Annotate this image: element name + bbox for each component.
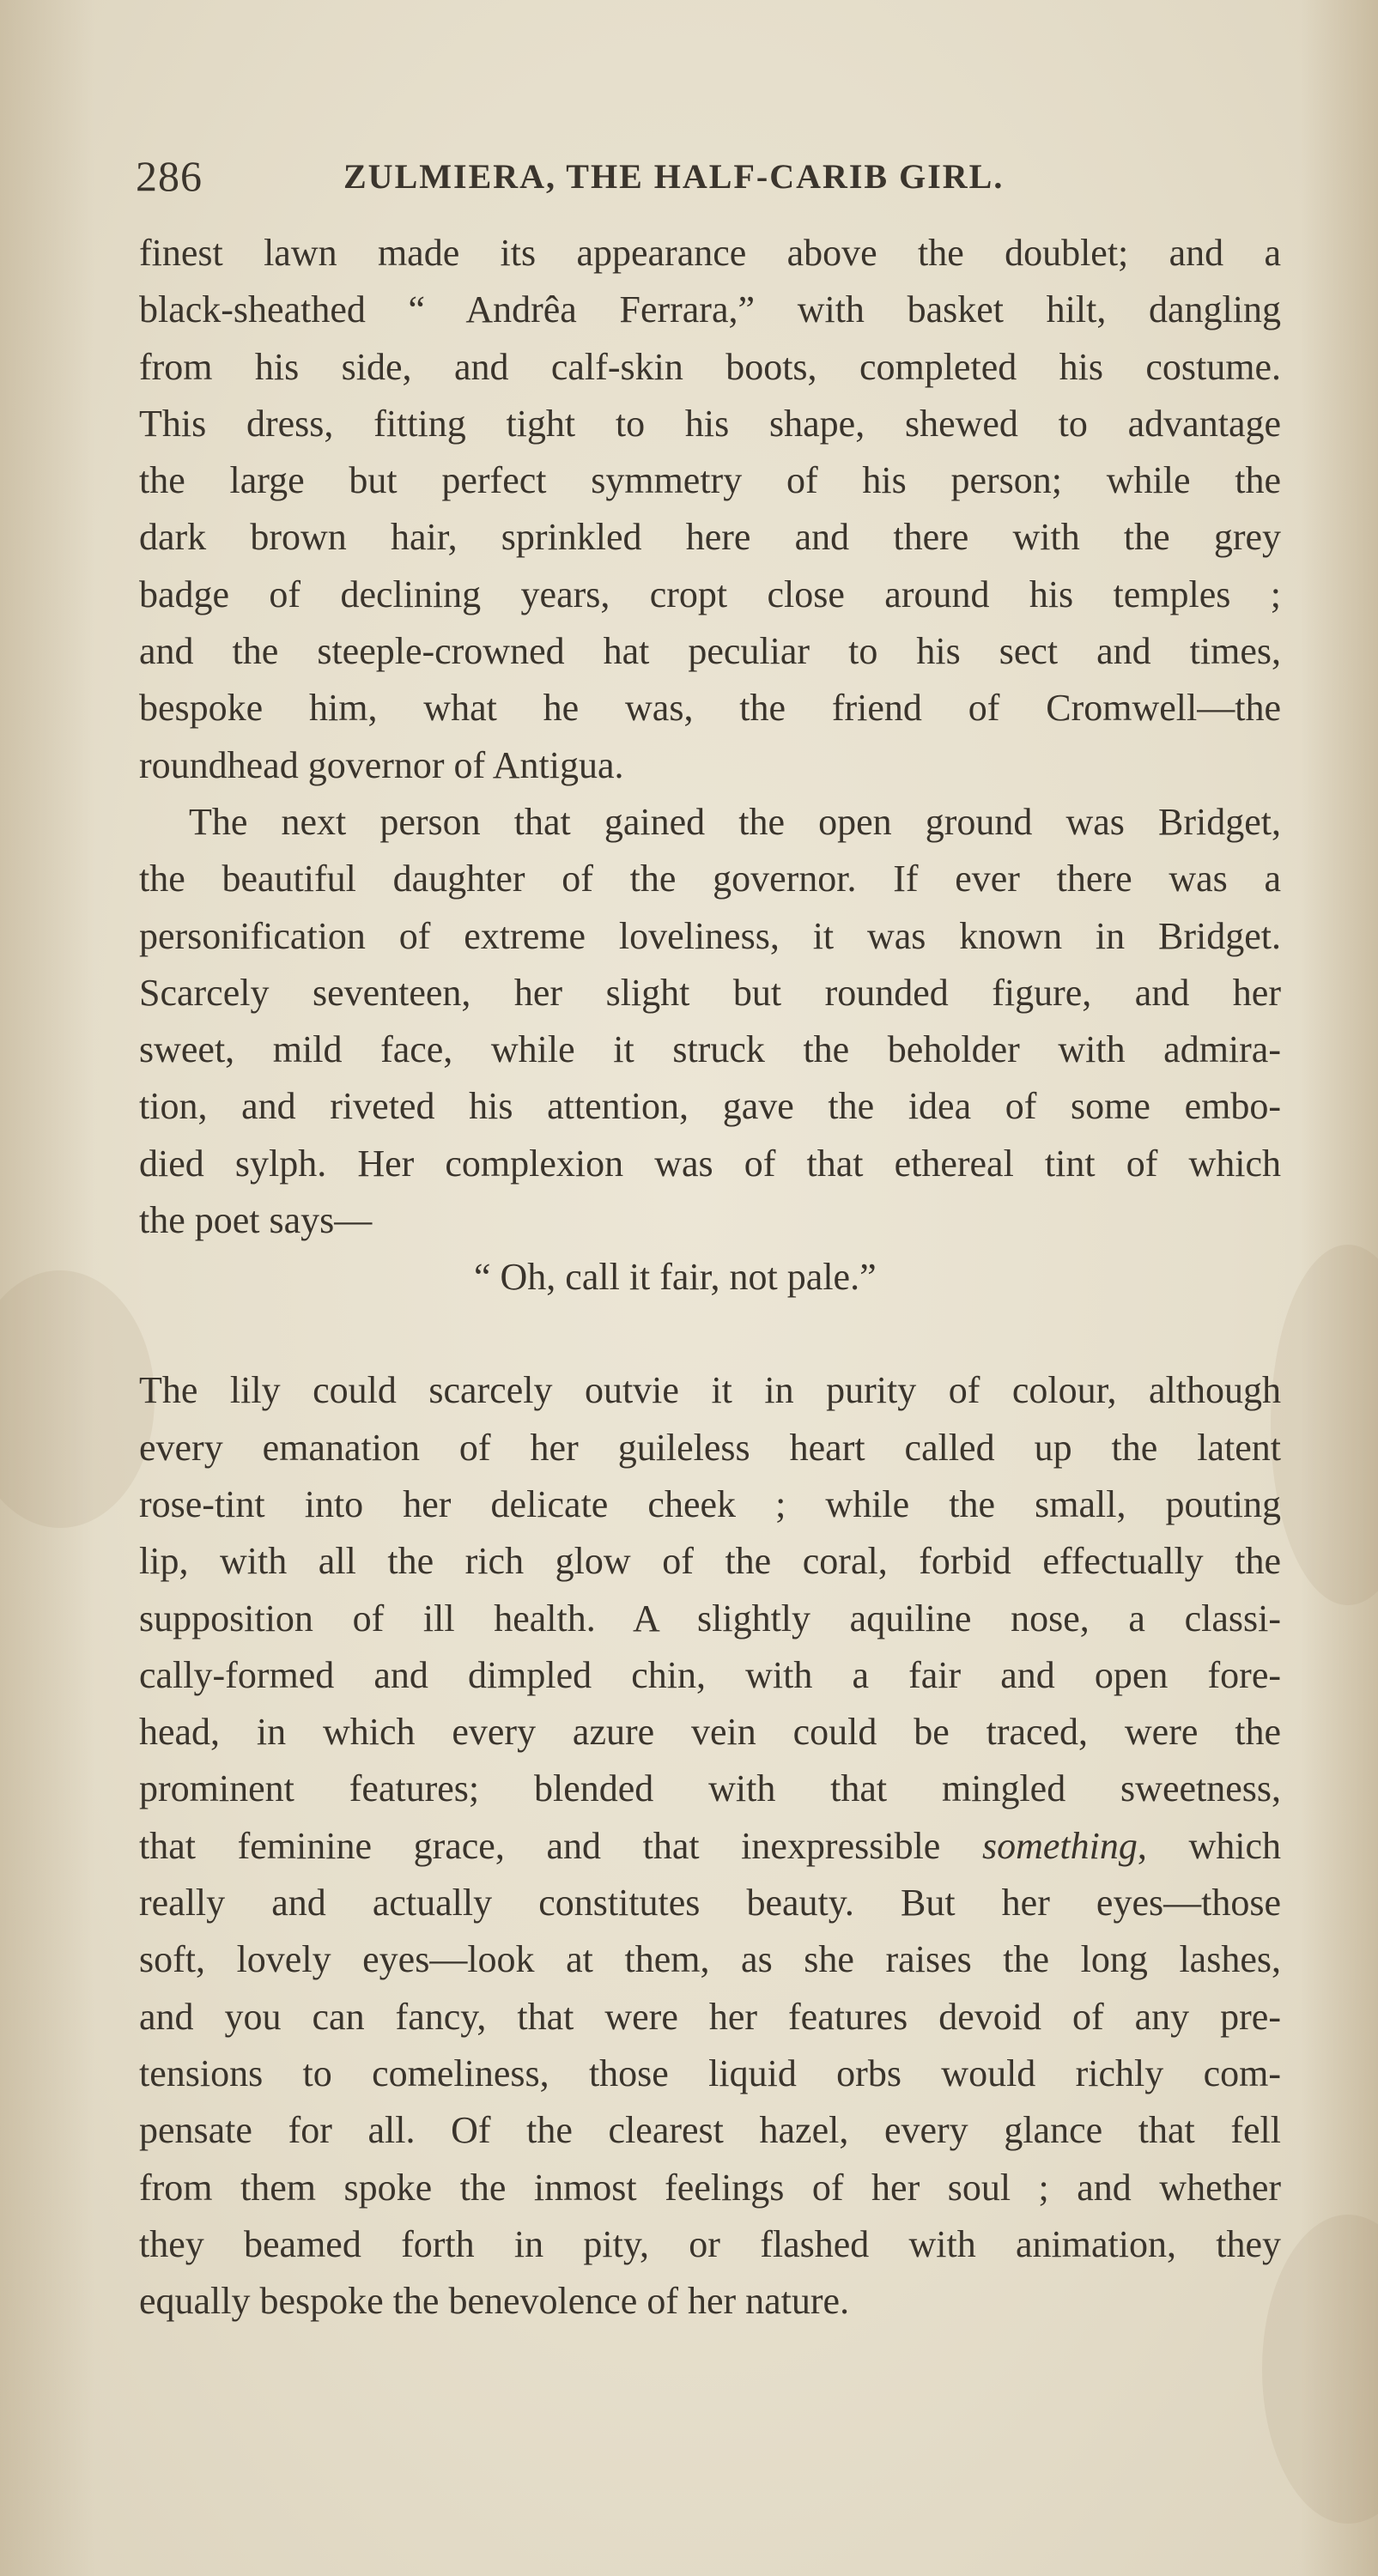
text-line: The lily could scarcely outvie it in purity of colour, although (139, 1369, 1281, 1412)
text-line: tensions to comeliness, those liquid orbs would richly com- (139, 2052, 1281, 2094)
paragraph-1 (139, 225, 1281, 794)
italic-word: something (981, 1824, 1138, 1867)
text-line: supposition of ill health. A slightly aquiline nose, a classi- (139, 1597, 1281, 1640)
paragraph-3 (139, 1362, 1281, 2330)
text-line: and the steeple-crowned hat peculiar to his sect and times, (139, 630, 1281, 673)
text-line: every emanation of her guileless heart called up the latent (139, 1426, 1281, 1469)
text-line: sweet, mild face, while it struck the beholder with admira- (139, 1028, 1281, 1071)
text-line: soft, lovely eyes—look at them, as she raises the long lashes, (139, 1938, 1281, 1981)
text-line: head, in which every azure vein could be traced, were the (139, 1711, 1281, 1754)
text-line: bespoke him, what he was, the friend of Cromwell—the (139, 687, 1281, 730)
text-line: the beautiful daughter of the governor. If ever there was a (139, 858, 1281, 900)
text-line: pensate for all. Of the clearest hazel, every glance that fell (139, 2109, 1281, 2152)
text-line: This dress, fitting tight to his shape, shewed to advantage (139, 402, 1281, 445)
text-line: black-sheathed “ Andrêa Ferrara,” with basket hilt, dangling (139, 288, 1281, 331)
running-title: ZULMIERA, THE HALF-CARIB GIRL. (343, 157, 1005, 196)
text-line: equally bespoke the benevolence of her nature. (139, 2280, 850, 2323)
text-line-with-italic (139, 1818, 1281, 1875)
text-segment: that feminine grace, and that inexpressible (139, 1824, 982, 1867)
text-line: died sylph. Her complexion was of that ethereal tint of which (139, 1142, 1281, 1185)
text-line: they beamed forth in pity, or flashed with animation, they (139, 2222, 1281, 2265)
text-line: prominent features; blended with that mingled sweetness, (139, 1767, 1281, 1810)
text-line: badge of declining years, cropt close around his temples ; (139, 573, 1281, 615)
text-line: roundhead governor of Antigua. (139, 743, 624, 786)
text-line: and you can fancy, that were her features devoid of any pre- (139, 1995, 1281, 2038)
text-line: really and actually constitutes beauty. But her eyes—those (139, 1882, 1281, 1924)
text-line: the large but perfect symmetry of his person; while the (139, 459, 1281, 502)
paper-stain (0, 1270, 155, 1528)
text-line: from his side, and calf-skin boots, completed his costume. (139, 345, 1281, 388)
paper-stain (1271, 1245, 1378, 1605)
page-number: 286 (136, 152, 203, 200)
text-line: Scarcely seventeen, her slight but rounded figure, and her (139, 971, 1281, 1014)
text-line: the poet says— (139, 1199, 373, 1242)
body-text (139, 225, 1281, 2330)
text-line: lip, with all the rich glow of the coral, forbid effectually the (139, 1540, 1281, 1583)
text-line: The next person that gained the open ground was Bridget, (189, 800, 1281, 843)
text-line: cally-formed and dimpled chin, with a fair and open fore- (139, 1653, 1281, 1696)
text-line: tion, and riveted his attention, gave the idea of some embo- (139, 1085, 1281, 1128)
verse-quotation: “ Oh, call it fair, not pale.” (474, 1256, 877, 1299)
text-line: rose-tint into her delicate cheek ; while the small, pouting (139, 1482, 1281, 1525)
text-line: finest lawn made its appearance above the doublet; and a (139, 232, 1281, 274)
text-segment: , which (1137, 1824, 1282, 1867)
text-line: personification of extreme loveliness, it was known in Bridget. (139, 914, 1281, 957)
text-line: dark brown hair, sprinkled here and there with the grey (139, 516, 1281, 559)
paragraph-2 (139, 794, 1281, 1249)
text-line: from them spoke the inmost feelings of her soul ; and whether (139, 2166, 1281, 2209)
page-header (136, 151, 1278, 203)
